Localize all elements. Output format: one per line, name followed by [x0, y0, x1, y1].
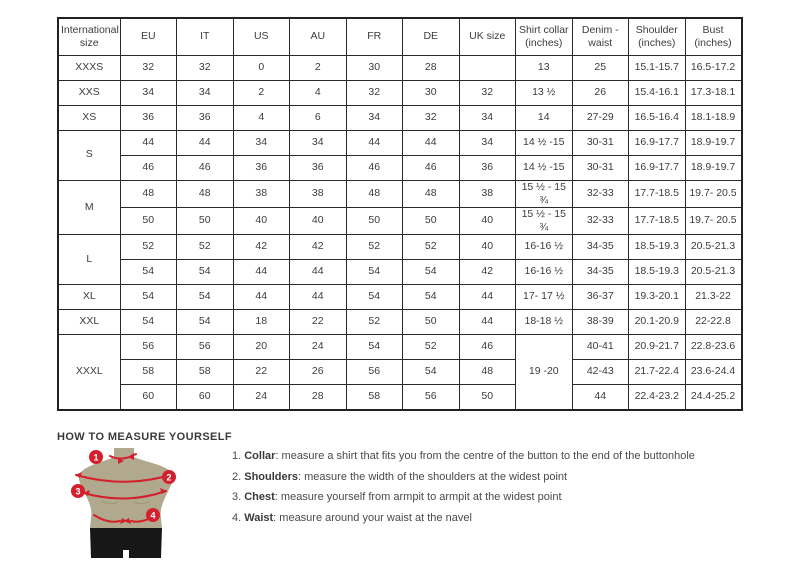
table-cell: 32 [346, 80, 403, 105]
table-cell: 22.8-23.6 [685, 335, 742, 360]
table-cell: 44 [346, 130, 403, 155]
measure-step [232, 470, 695, 486]
table-cell: 34 [233, 130, 290, 155]
table-cell: 18-18 ½ [516, 310, 573, 335]
table-cell: 58 [346, 385, 403, 410]
badge-2-number: 2 [166, 472, 172, 483]
table-cell: 16.5-16.4 [629, 105, 686, 130]
table-cell: 17.7-18.5 [629, 180, 686, 207]
mannequin-illustration [70, 444, 182, 566]
table-cell: 54 [177, 310, 234, 335]
table-cell: 19.3-20.1 [629, 285, 686, 310]
table-cell: 26 [290, 360, 347, 385]
table-cell: 4 [233, 105, 290, 130]
table-cell: 18.9-19.7 [685, 130, 742, 155]
table-cell: 46 [177, 155, 234, 180]
table-cell: 6 [290, 105, 347, 130]
table-cell: 40 [459, 235, 516, 260]
table-cell: M [58, 180, 120, 235]
step-text: : measure the width of the shoulders at the widest point [298, 470, 568, 483]
column-header: UK size [459, 18, 516, 55]
table-cell: 17.3-18.1 [685, 80, 742, 105]
table-cell: 15 ½ - 15 ¾ [516, 207, 573, 234]
table-row [58, 180, 742, 207]
table-cell: 15.4-16.1 [629, 80, 686, 105]
table-cell: 38 [290, 180, 347, 207]
table-cell: 42 [233, 235, 290, 260]
shorts-shape [90, 528, 162, 558]
table-cell: 34 [120, 80, 177, 105]
table-row [58, 260, 742, 285]
table-cell: 54 [403, 285, 460, 310]
table-cell: 18.5-19.3 [629, 260, 686, 285]
step-number: 3. [232, 491, 245, 503]
table-cell: XXXS [58, 55, 120, 80]
table-cell: 54 [346, 260, 403, 285]
step-keyword: Waist [244, 511, 274, 524]
table-cell: 50 [403, 207, 460, 234]
table-cell: 15.1-15.7 [629, 55, 686, 80]
table-cell: 40 [459, 207, 516, 234]
table-cell: 30-31 [572, 155, 629, 180]
column-header: Shoulder (inches) [629, 18, 686, 55]
step-text: : measure around your waist at the navel [273, 511, 472, 524]
table-cell: 54 [346, 285, 403, 310]
table-cell: 24.4-25.2 [685, 385, 742, 410]
table-row [58, 385, 742, 410]
table-cell: 42-43 [572, 360, 629, 385]
table-cell: 20.5-21.3 [685, 260, 742, 285]
table-cell: S [58, 130, 120, 180]
table-cell: 54 [120, 285, 177, 310]
table-cell: 15 ½ - 15 ¾ [516, 180, 573, 207]
table-cell: XL [58, 285, 120, 310]
table-cell: 52 [403, 235, 460, 260]
table-cell: 23.6-24.4 [685, 360, 742, 385]
table-cell: 16-16 ½ [516, 260, 573, 285]
table-cell: 16.5-17.2 [685, 55, 742, 80]
table-row [58, 310, 742, 335]
table-cell: 20.1-20.9 [629, 310, 686, 335]
table-cell: 60 [177, 385, 234, 410]
table-cell: 32 [459, 80, 516, 105]
table-cell: 46 [346, 155, 403, 180]
table-cell: 36 [120, 105, 177, 130]
table-cell: 27-29 [572, 105, 629, 130]
step-text: : measure a shirt that fits you from the centre of the button to the end of the buttonhole [275, 450, 695, 462]
table-cell: 50 [177, 207, 234, 234]
table-cell: 46 [403, 155, 460, 180]
table-row [58, 105, 742, 130]
table-row [58, 55, 742, 80]
table-cell: 21.3-22 [685, 285, 742, 310]
table-cell: 2 [290, 55, 347, 80]
column-header: Bust (inches) [685, 18, 742, 55]
table-cell: 44 [233, 260, 290, 285]
table-cell: 20 [233, 335, 290, 360]
table-cell: 40-41 [572, 335, 629, 360]
table-cell: 48 [120, 180, 177, 207]
table-cell: 40 [233, 207, 290, 234]
table-cell: 52 [403, 335, 460, 360]
table-header-row [58, 18, 742, 55]
table-cell: 54 [403, 260, 460, 285]
table-cell: 32 [120, 55, 177, 80]
table-cell: 38-39 [572, 310, 629, 335]
table-cell: 36-37 [572, 285, 629, 310]
step-keyword: Chest [244, 491, 275, 503]
table-cell: 34 [459, 130, 516, 155]
table-cell: 30-31 [572, 130, 629, 155]
table-cell: 40 [290, 207, 347, 234]
table-cell: 56 [403, 385, 460, 410]
badge-4-number: 4 [150, 510, 156, 521]
table-cell: 52 [177, 235, 234, 260]
table-cell: 44 [290, 260, 347, 285]
table-cell: 32-33 [572, 207, 629, 234]
table-cell: 4 [290, 80, 347, 105]
column-header: US [233, 18, 290, 55]
step-number: 4. [232, 511, 245, 524]
table-cell: 52 [346, 235, 403, 260]
table-cell: 32-33 [572, 180, 629, 207]
table-cell: 36 [290, 155, 347, 180]
table-cell: 32 [403, 105, 460, 130]
table-cell: 54 [346, 335, 403, 360]
column-header: Denim - waist [572, 18, 629, 55]
table-cell: 48 [346, 180, 403, 207]
table-cell: 21.7-22.4 [629, 360, 686, 385]
how-to-measure-title: HOW TO MEASURE YOURSELF [57, 431, 233, 443]
table-cell: 18 [233, 310, 290, 335]
table-cell: 16.9-17.7 [629, 155, 686, 180]
table-cell: 42 [459, 260, 516, 285]
table-cell: XXL [58, 310, 120, 335]
instructions-list [232, 449, 695, 531]
column-header: AU [290, 18, 347, 55]
table-cell: 14 ½ -15 [516, 155, 573, 180]
table-cell: 19 -20 [516, 335, 573, 410]
table-cell: XXS [58, 80, 120, 105]
table-cell: 50 [459, 385, 516, 410]
table-cell: 56 [346, 360, 403, 385]
table-cell: 54 [177, 285, 234, 310]
table-cell: 13 [516, 55, 573, 80]
table-cell: 18.1-18.9 [685, 105, 742, 130]
table-cell: 34 [177, 80, 234, 105]
table-cell: 34 [346, 105, 403, 130]
mannequin-figure [70, 444, 182, 566]
table-cell: 26 [572, 80, 629, 105]
table-row [58, 360, 742, 385]
table-row [58, 285, 742, 310]
measure-step [232, 511, 695, 527]
table-cell: 25 [572, 55, 629, 80]
table-cell: 22-22.8 [685, 310, 742, 335]
table-cell: 17- 17 ½ [516, 285, 573, 310]
table-cell: 22 [233, 360, 290, 385]
table-cell: L [58, 235, 120, 285]
table-cell: 34-35 [572, 235, 629, 260]
badge-1-number: 1 [93, 452, 99, 463]
measure-step [232, 449, 695, 465]
table-cell: 14 ½ -15 [516, 130, 573, 155]
step-keyword: Shoulders [244, 470, 299, 483]
table-cell: 44 [459, 310, 516, 335]
table-cell: 54 [403, 360, 460, 385]
table-cell: 28 [290, 385, 347, 410]
table-row [58, 80, 742, 105]
table-cell: 22 [290, 310, 347, 335]
table-cell: 54 [120, 310, 177, 335]
table-cell: 58 [177, 360, 234, 385]
step-keyword: Collar [244, 450, 276, 462]
table-cell: 24 [233, 385, 290, 410]
table-cell: 14 [516, 105, 573, 130]
table-row [58, 130, 742, 155]
table-row [58, 155, 742, 180]
table-cell: 56 [120, 335, 177, 360]
table-cell: 18.9-19.7 [685, 155, 742, 180]
badge-3-number: 3 [75, 486, 81, 497]
table-row [58, 235, 742, 260]
table-cell: 17.7-18.5 [629, 207, 686, 234]
table-cell: 44 [403, 130, 460, 155]
step-text: : measure yourself from armpit to armpit at the widest point [274, 491, 562, 503]
table-cell: XS [58, 105, 120, 130]
table-cell: XXXL [58, 335, 120, 410]
column-header: International size [58, 18, 120, 55]
table-cell: 42 [290, 235, 347, 260]
table-cell: 34 [290, 130, 347, 155]
column-header: IT [177, 18, 234, 55]
table-cell: 30 [403, 80, 460, 105]
table-cell: 48 [177, 180, 234, 207]
column-header: FR [346, 18, 403, 55]
table-cell: 50 [346, 207, 403, 234]
table-cell: 48 [403, 180, 460, 207]
column-header: Shirt collar (inches) [516, 18, 573, 55]
table-cell: 0 [233, 55, 290, 80]
table-cell: 34 [459, 105, 516, 130]
column-header: DE [403, 18, 460, 55]
table-cell: 16.9-17.7 [629, 130, 686, 155]
table-cell: 54 [177, 260, 234, 285]
table-cell: 46 [459, 335, 516, 360]
table-cell: 22.4-23.2 [629, 385, 686, 410]
table-cell: 44 [572, 385, 629, 410]
table-cell: 36 [177, 105, 234, 130]
table-cell: 44 [459, 285, 516, 310]
table-cell: 36 [459, 155, 516, 180]
table-cell: 24 [290, 335, 347, 360]
table-cell: 16-16 ½ [516, 235, 573, 260]
table-cell: 50 [120, 207, 177, 234]
size-chart-table [57, 17, 743, 411]
table-cell: 50 [403, 310, 460, 335]
table-cell: 44 [290, 285, 347, 310]
table-cell: 52 [346, 310, 403, 335]
table-cell [459, 55, 516, 80]
table-cell: 38 [233, 180, 290, 207]
table-cell: 44 [233, 285, 290, 310]
table-cell: 13 ½ [516, 80, 573, 105]
table-row [58, 335, 742, 360]
table-cell: 28 [403, 55, 460, 80]
table-cell: 19.7- 20.5 [685, 180, 742, 207]
table-cell: 60 [120, 385, 177, 410]
table-cell: 20.9-21.7 [629, 335, 686, 360]
measure-step [232, 490, 695, 506]
table-cell: 34-35 [572, 260, 629, 285]
table-cell: 36 [233, 155, 290, 180]
table-row [58, 207, 742, 234]
table-cell: 38 [459, 180, 516, 207]
table-cell: 18.5-19.3 [629, 235, 686, 260]
table-cell: 52 [120, 235, 177, 260]
table-cell: 32 [177, 55, 234, 80]
table-cell: 58 [120, 360, 177, 385]
step-number: 2. [232, 470, 245, 483]
table-cell: 44 [120, 130, 177, 155]
table-cell: 54 [120, 260, 177, 285]
table-cell: 56 [177, 335, 234, 360]
table-cell: 44 [177, 130, 234, 155]
step-number: 1. [232, 450, 245, 462]
column-header: EU [120, 18, 177, 55]
table-cell: 30 [346, 55, 403, 80]
table-cell: 20.5-21.3 [685, 235, 742, 260]
table-cell: 48 [459, 360, 516, 385]
table-cell: 46 [120, 155, 177, 180]
table-cell: 2 [233, 80, 290, 105]
table-cell: 19.7- 20.5 [685, 207, 742, 234]
